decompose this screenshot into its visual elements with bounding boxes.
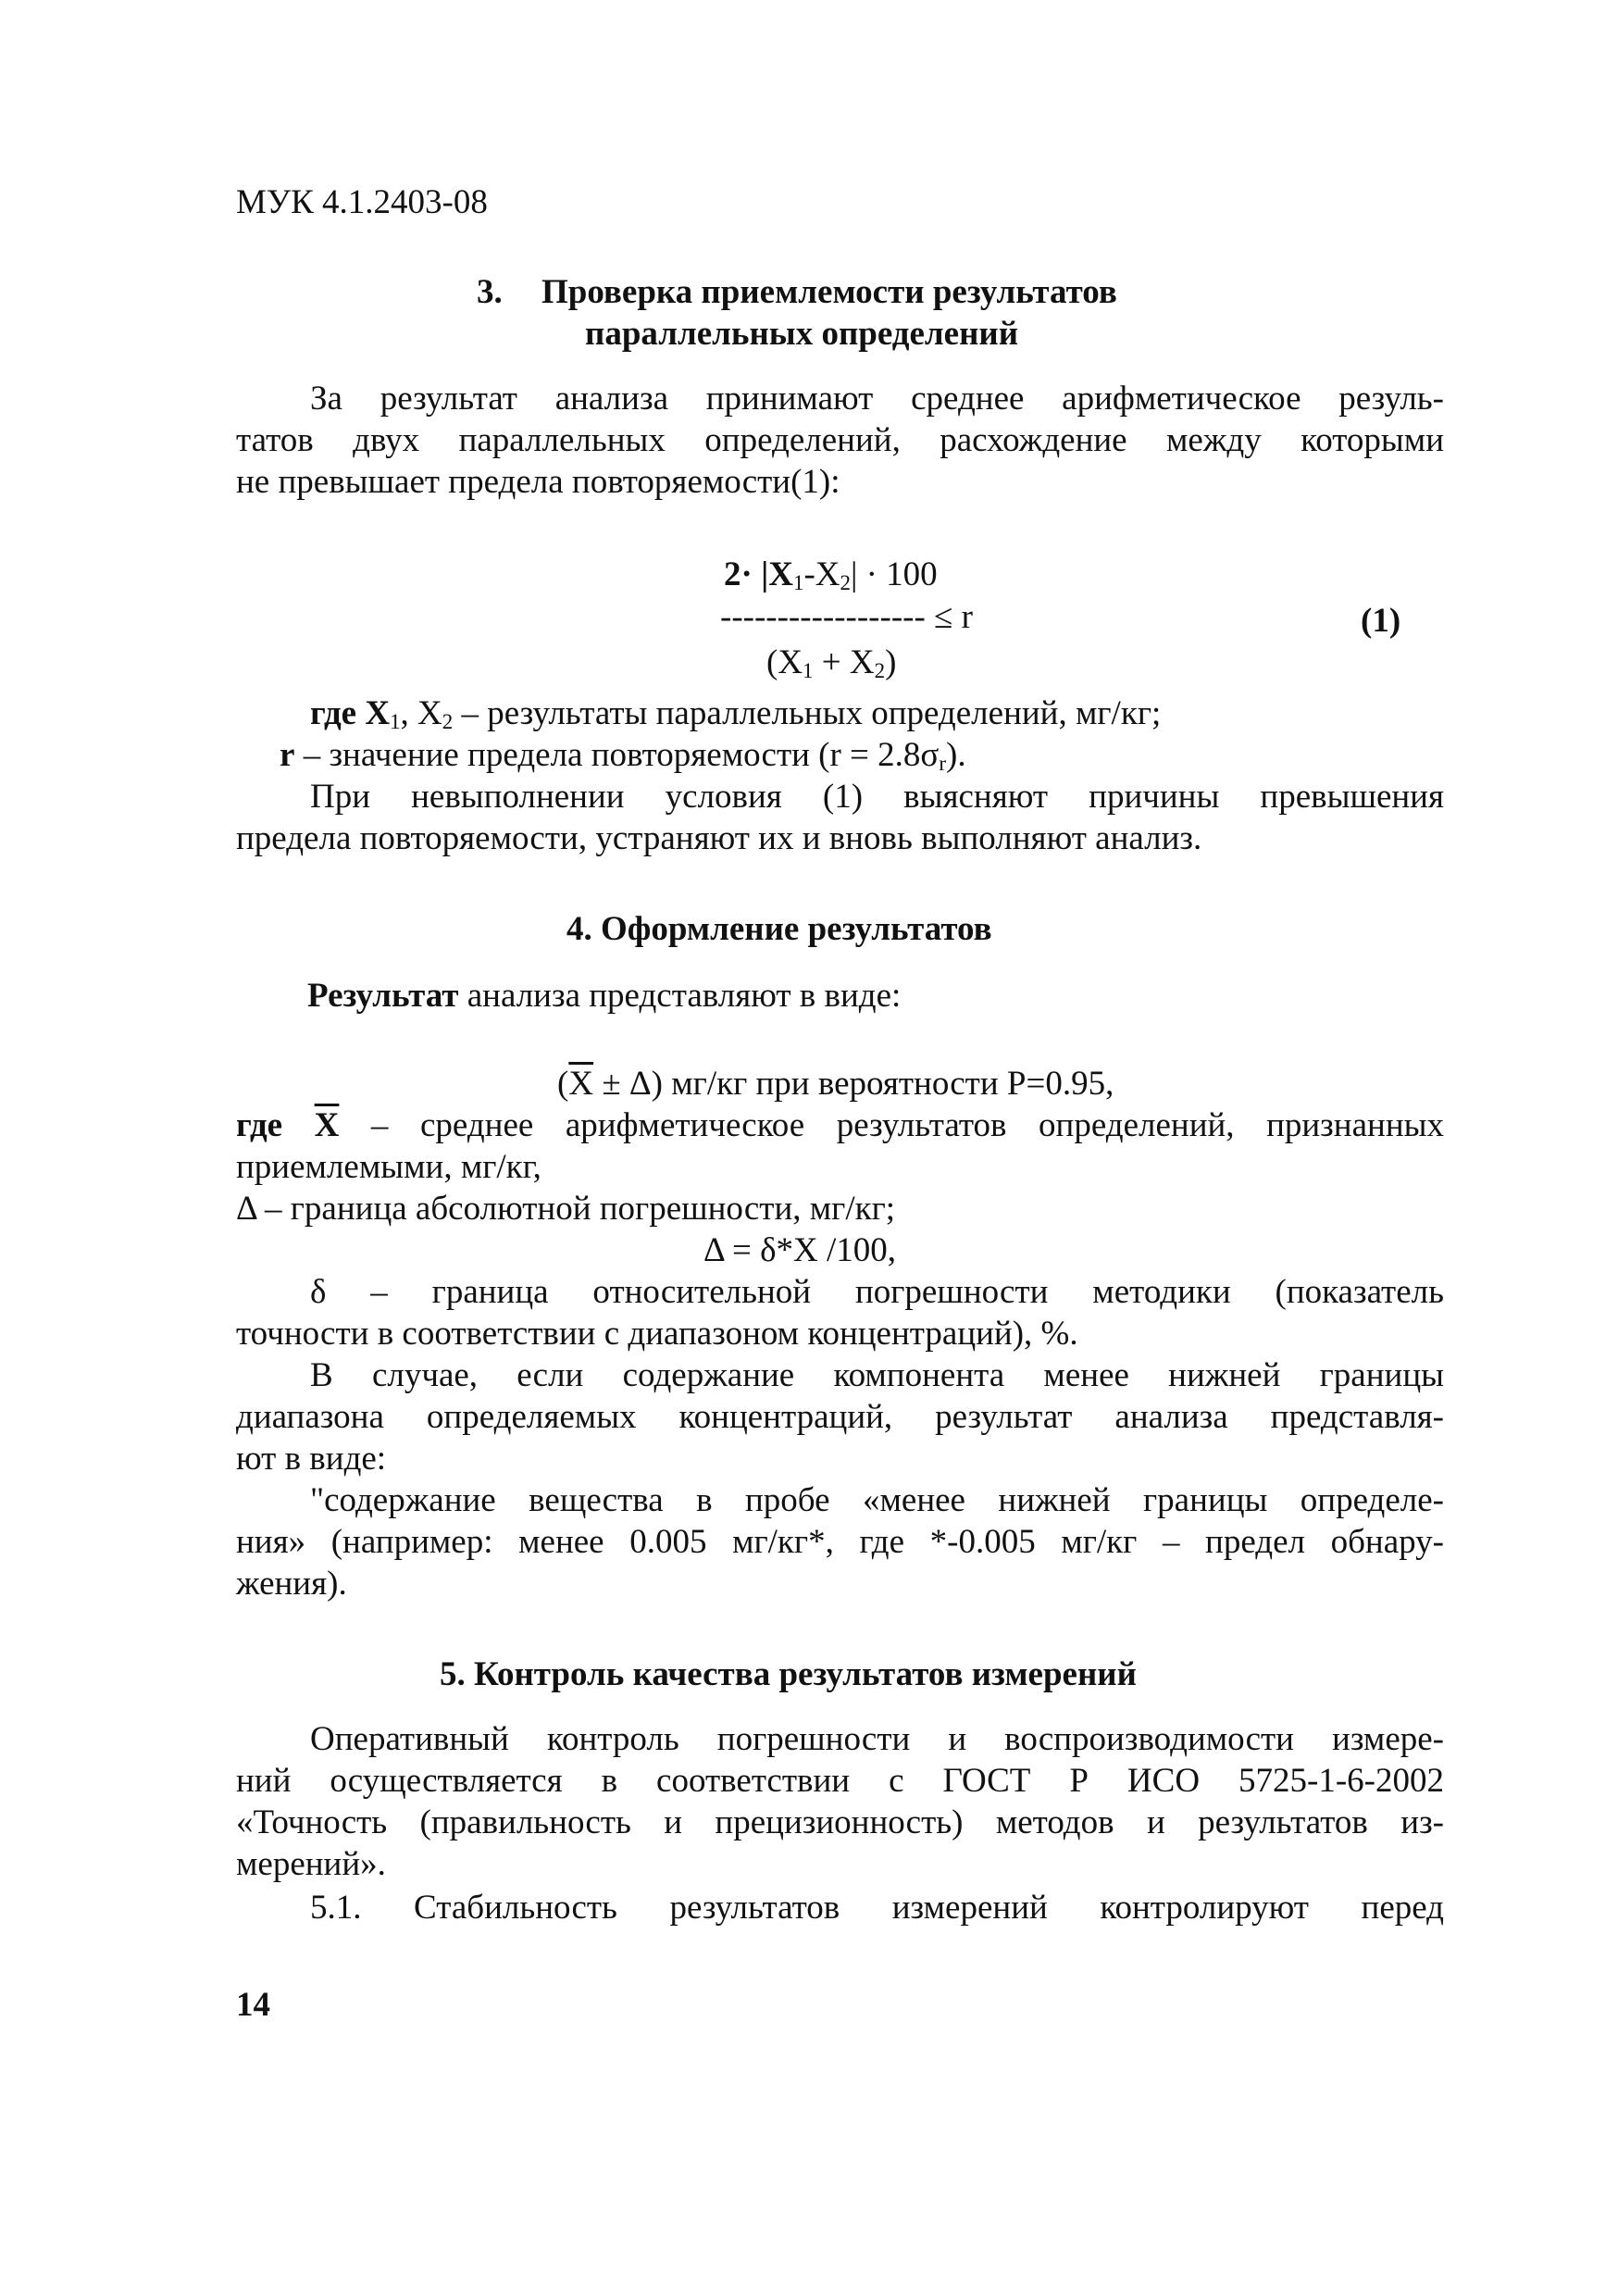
delta-formula: Δ = δ*X /100,	[703, 1231, 897, 1269]
section-4-intro: Результат анализа представляют в виде:	[307, 977, 902, 1015]
case-paragraph-line: диапазона определяемых концентраций, результат анализа представля-	[236, 1398, 1444, 1436]
section-5-paragraph-line: Оперативный контроль погрешности и воспроизводимости измере-	[310, 1720, 1444, 1758]
case-paragraph-line: В случае, если содержание компонента менее нижней границы	[310, 1356, 1444, 1394]
where-r: r – значение предела повторяемости $(r = 2.8\sigma_r)$.	[280, 736, 966, 776]
formula-1-fraction-line: ------------------ ≤ r	[720, 598, 973, 636]
where-x-line: приемлемыми, мг/кг,	[236, 1148, 541, 1186]
section-3-title-line2: параллельных определений	[585, 315, 1019, 353]
where-x-line: где $\overline{X}$ – среднее арифметическое результатов определений, признанных	[236, 1106, 1444, 1144]
section-3-paragraph-line: предела повторяемости, устраняют их и вновь выполняют анализ.	[236, 819, 1202, 857]
section-4-title: 4. Оформление результатов	[566, 910, 992, 948]
section-3-paragraph-line: При невыполнении условия (1) выясняют причины превышения	[310, 778, 1444, 816]
section-5-1-line: 5.1. Стабильность результатов измерений контролируют перед	[310, 1889, 1444, 1927]
section-5-title: 5. Контроль качества результатов измерений	[440, 1655, 1137, 1693]
quote-paragraph-line: жения).	[236, 1565, 347, 1603]
case-paragraph-line: ют в виде:	[236, 1440, 387, 1478]
section-3-paragraph-line: За результат анализа принимают среднее арифметическое резуль-	[310, 380, 1444, 418]
formula-1-denominator: $(X_1 + X_2)$	[766, 643, 897, 683]
section-3-paragraph-line: татов двух параллельных определений, расхождение между которыми	[236, 421, 1444, 459]
formula-1-number: (1)	[1361, 602, 1401, 640]
section-5-paragraph-line: «Точность (правильность и прецизионность) методов и результатов из-	[236, 1803, 1444, 1841]
result-formula: $(\overline{X} \pm \Delta)$ мг/кг при вероятности P=0.95,	[557, 1065, 1114, 1103]
page-number: 14	[236, 1986, 270, 2024]
where-x1-x2: где $X_1$, $X_2$ – результаты параллельных определений, мг/кг;	[310, 694, 1162, 734]
delta-description-line: δ – граница относительной погрешности методики (показатель	[310, 1273, 1444, 1311]
quote-paragraph-line: ния» (например: менее 0.005 мг/кг*, где *-0.005 мг/кг – предел обнару-	[236, 1523, 1444, 1561]
document-code: МУК 4.1.2403-08	[236, 183, 488, 221]
delta-definition: Δ – граница абсолютной погрешности, мг/кг;	[236, 1190, 896, 1228]
quote-paragraph-line: "содержание вещества в пробе «менее нижней границы определе-	[310, 1481, 1444, 1519]
delta-description-line: точности в соответствии с диапазоном концентраций), %.	[236, 1315, 1078, 1353]
section-5-paragraph-line: мерений».	[236, 1845, 386, 1883]
section-3-paragraph-line: не превышает предела повторяемости(1):	[236, 463, 840, 501]
formula-1-numerator: $2\cdot |X_1-X_2| \cdot 100$	[724, 555, 938, 595]
section-3-title-line1: Проверка приемлемости результатов	[541, 273, 1117, 311]
section-5-paragraph-line: ний осуществляется в соответствии с ГОСТ Р ИСО 5725-1-6-2002	[236, 1762, 1444, 1800]
section-3-number: 3.	[477, 273, 503, 311]
